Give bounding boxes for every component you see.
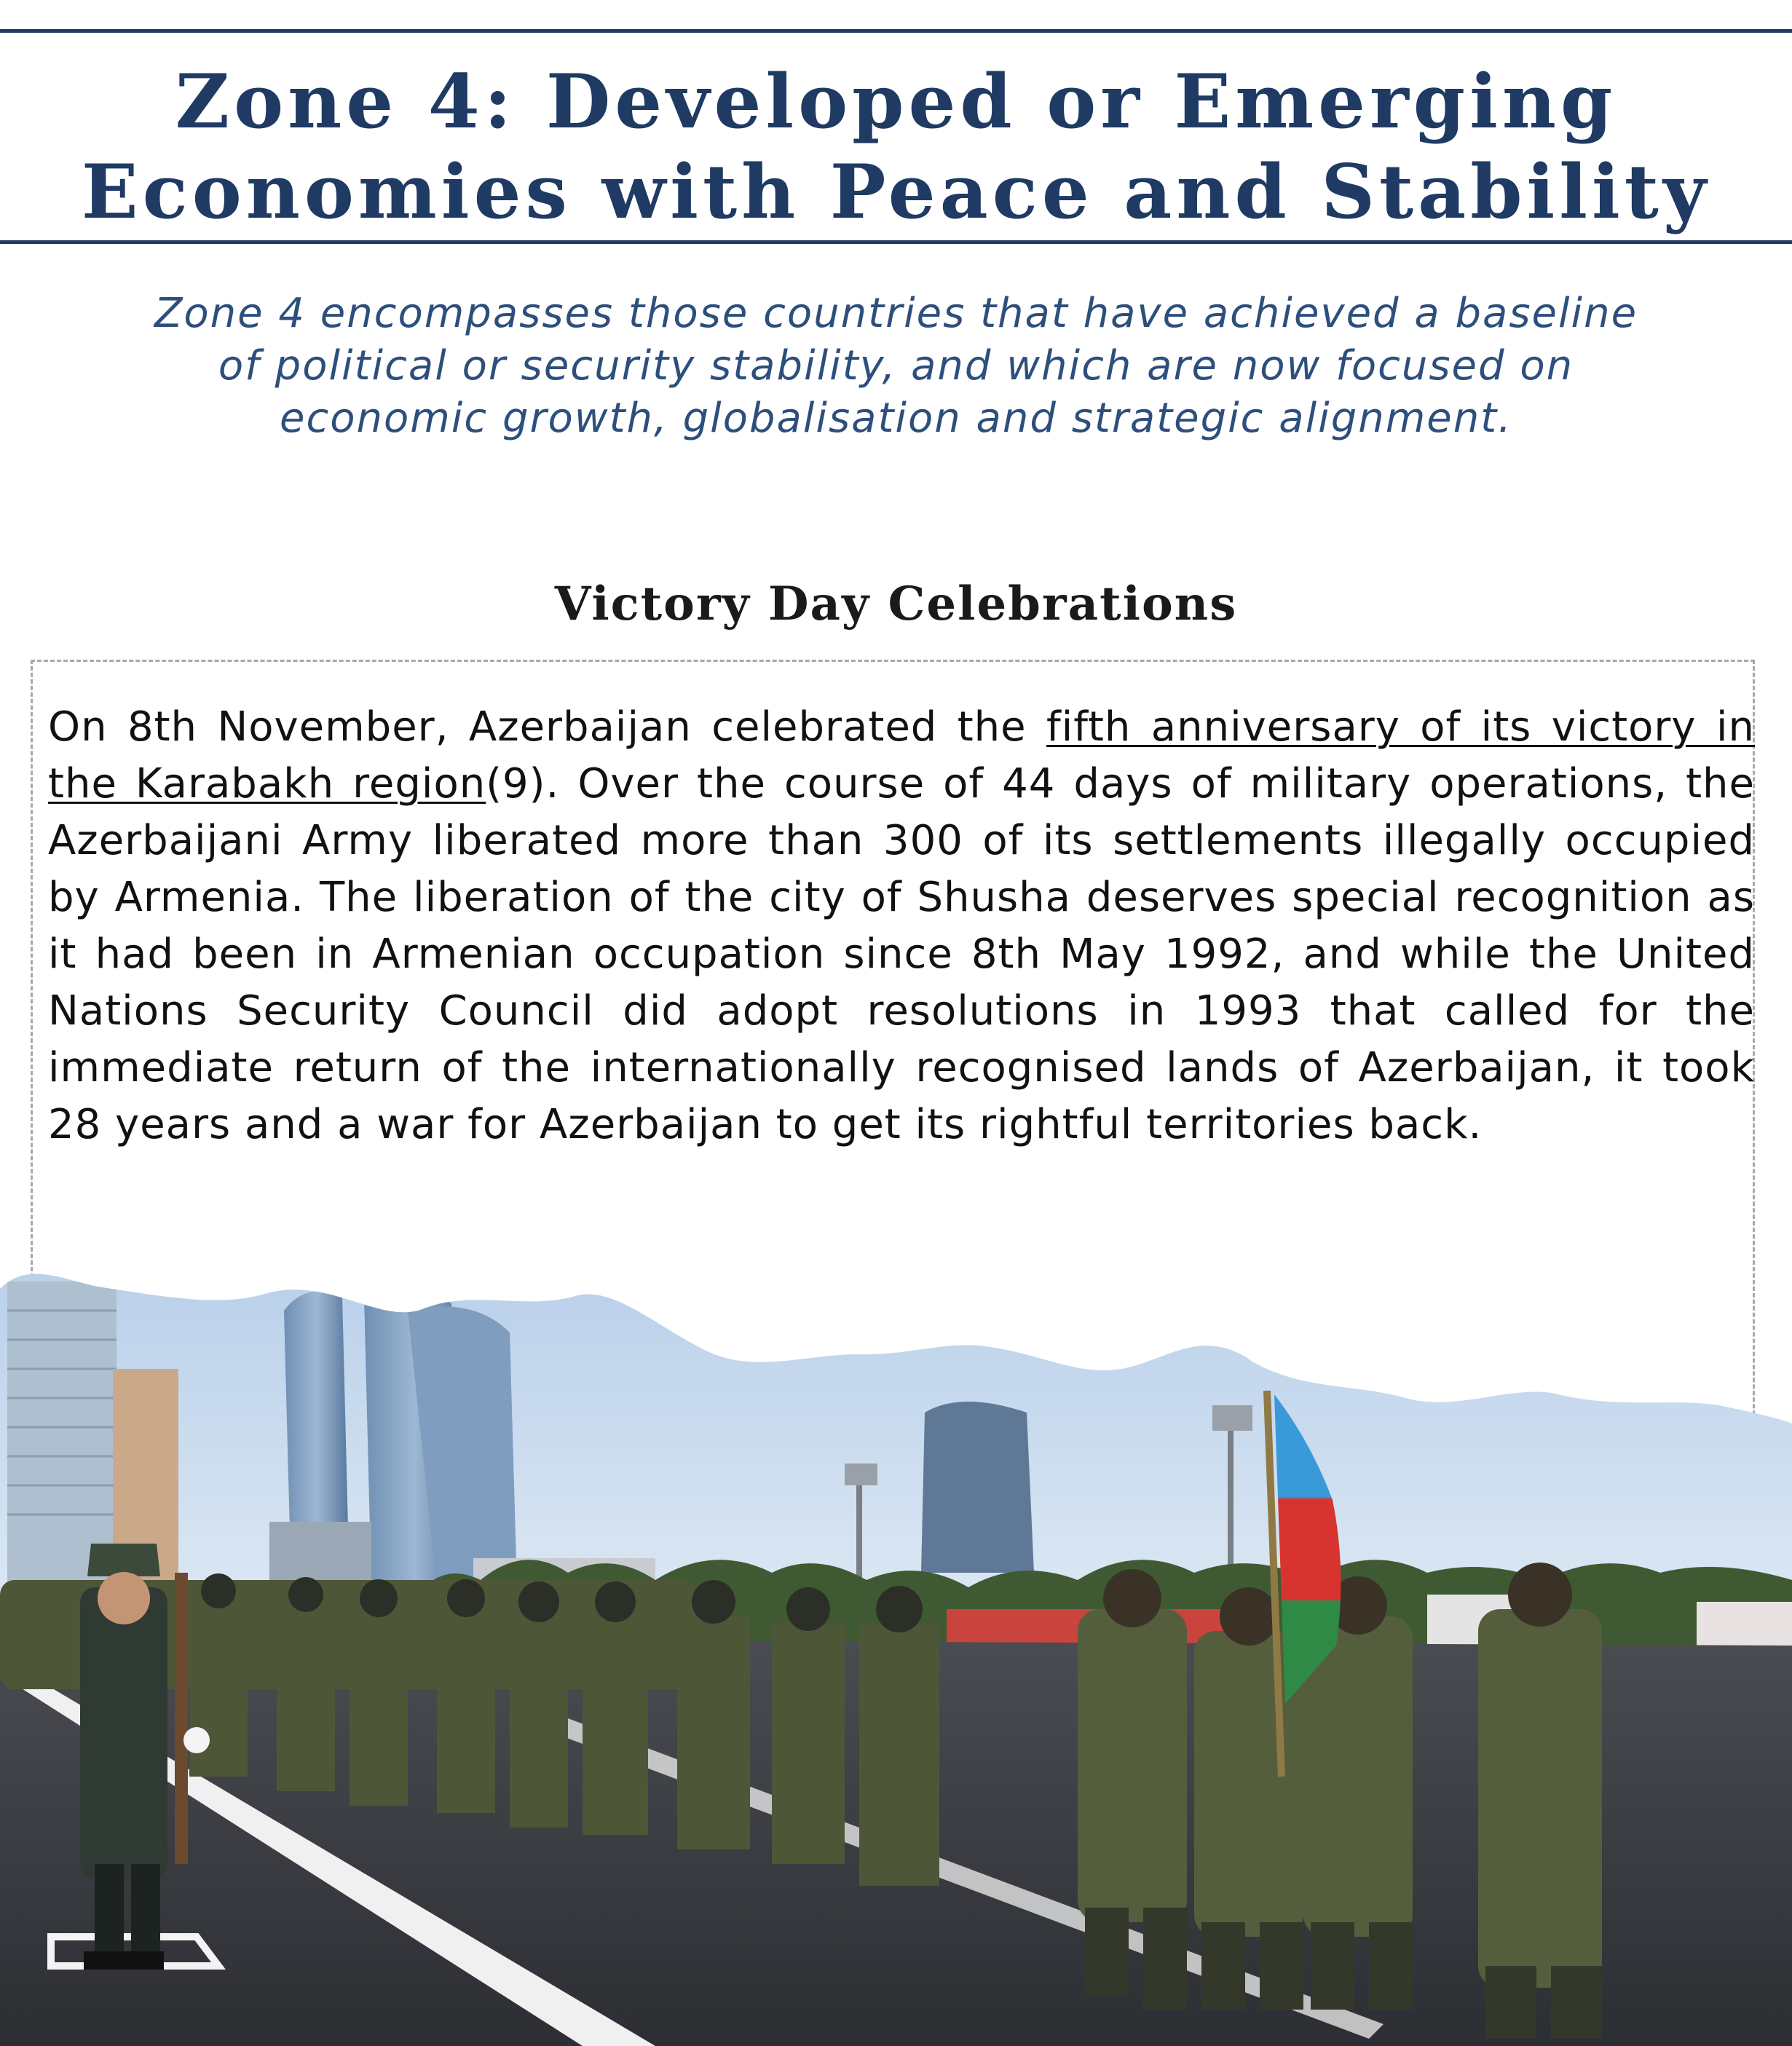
parade-photo — [0, 1267, 1792, 2046]
article-body-start: On 8th November, Azerbaijan celebrated the — [48, 703, 1046, 751]
page-title-line-2: Economies with Peace and Stability — [81, 149, 1711, 236]
anniversary-link[interactable]: fifth anniversary of its victory in the Karabakh region — [48, 703, 1755, 807]
article-body-rest: (9). Over the course of 44 days of military operations, the Azerbaijani Army liberated more than 300 of its settlements illegally occupied by Armenia. The liberation of the city of Shusha deserves special recognition as it had been in Armenian occupation since 8th May 1992, and while the United Nations Security Council did adopt resolutions in 1993 that called for the immediate return of the internationally recognised lands of Azerbaijan, it took 28 years and a war for Azerbaijan to get its rightful territories back. — [48, 760, 1755, 1148]
title-divider — [0, 240, 1792, 244]
article-body — [48, 699, 1755, 1153]
intro-line-2: of political or security stability, and which are now focused on — [218, 342, 1574, 390]
top-divider — [0, 29, 1792, 33]
intro-text — [73, 288, 1719, 445]
intro-line-3: economic growth, globalisation and strategic alignment. — [279, 395, 1512, 442]
page-title — [0, 57, 1792, 237]
intro-line-1: Zone 4 encompasses those countries that have achieved a baseline — [154, 290, 1638, 337]
page-title-line-1: Zone 4: Developed or Emerging — [175, 58, 1617, 146]
section-heading: Victory Day Celebrations — [554, 577, 1238, 631]
